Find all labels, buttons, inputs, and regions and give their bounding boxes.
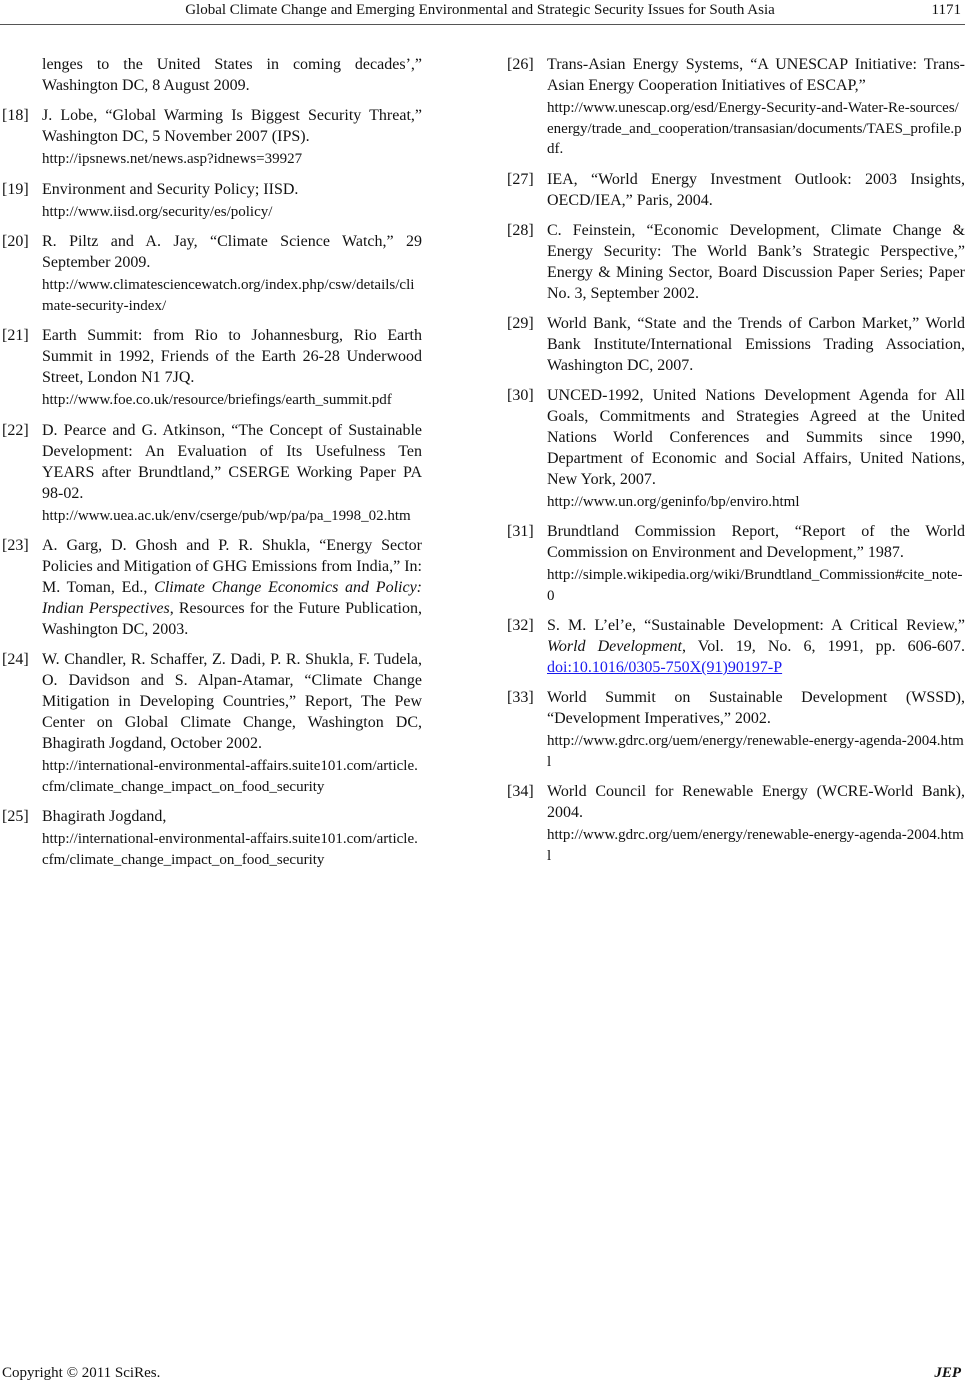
- doi-link[interactable]: doi:10.1016/0305-750X(91)90197-P: [547, 659, 783, 676]
- reference-text: World Council for Renewable Energy (WCRE-World Bank), 2004.: [547, 783, 965, 821]
- reference-text: D. Pearce and G. Atkinson, “The Concept of Sustainable Development: An Evaluation of Its Usefulness Ten YEARS after Brundtland,” CSERGE Working Paper PA 98-02.: [42, 421, 422, 502]
- reference-text: UNCED-1992, United Nations Development Agenda for All Goals, Commitments and Strategies Agreed at the United Nations World Conferences and Summits since 1990, Department of Economic and Social Affairs, United Nations, New York, 2007.: [547, 386, 965, 488]
- reference-number: [18]: [2, 107, 29, 124]
- reference-url[interactable]: http://www.unescap.org/esd/Energy-Security-and-Water-Re-sources/energy/trade_and_cooperation/transasian/documents/TAES_profile.pdf.: [547, 100, 962, 157]
- reference-url[interactable]: http://ipsnews.net/news.asp?idnews=39927: [42, 151, 303, 167]
- reference-url[interactable]: http://www.uea.ac.uk/env/cserge/pub/wp/pa/pa_1998_02.htm: [42, 507, 411, 524]
- reference-number: [22]: [2, 421, 29, 439]
- running-title: Global Climate Change and Emerging Environmental and Strategic Security Issues for South Asia: [185, 2, 775, 18]
- reference-text-part: S. M. L’el’e, “Sustainable Development: A Critical Review,”: [547, 617, 965, 634]
- reference-text: [42, 535, 422, 640]
- reference-number: [32]: [507, 617, 534, 634]
- reference-19: [2, 179, 422, 223]
- reference-28: [507, 220, 965, 304]
- reference-text: Earth Summit: from Rio to Johannesburg, Rio Earth Summit in 1992, Friends of the Earth 26-28 Underwood Street, London N1 7JQ.: [42, 327, 422, 386]
- reference-21: [2, 325, 422, 411]
- book-title: Climate Change Economics and Policy: Indian Perspectives: [42, 579, 422, 617]
- reference-text: IEA, “World Energy Investment Outlook: 2003 Insights, OECD/IEA,” Paris, 2004.: [547, 170, 965, 209]
- page-header: [0, 0, 965, 25]
- page-number: 1171: [931, 2, 961, 18]
- journal-title: World Development: [547, 638, 683, 655]
- reference-url[interactable]: http://www.gdrc.org/uem/energy/renewable-energy-agenda-2004.html: [547, 827, 964, 864]
- reference-text: Environment and Security Policy; IISD.: [42, 180, 299, 198]
- reference-26: [507, 54, 965, 160]
- reference-url[interactable]: http://www.gdrc.org/uem/energy/renewable-energy-agenda-2004.html: [547, 733, 964, 770]
- reference-number: [31]: [507, 523, 534, 540]
- reference-text-part: A. Garg, D. Ghosh and P. R. Shukla, “Energy Sector Policies and Mitigation of GHG Emissions from India,” In: M. Toman, Ed.,: [42, 537, 422, 596]
- reference-continuation: lenges to the United States in coming decades’,” Washington DC, 8 August 2009.: [42, 56, 422, 94]
- reference-text: Trans-Asian Energy Systems, “A UNESCAP Initiative: Trans-Asian Energy Cooperation Initiatives of ESCAP,”: [547, 56, 965, 94]
- reference-text: [547, 615, 965, 678]
- reference-url[interactable]: http://www.climatesciencewatch.org/index.php/csw/details/climate-security-index/: [42, 277, 415, 314]
- reference-23: [2, 535, 422, 640]
- reference-url[interactable]: http://international-environmental-affairs.suite101.com/article.cfm/climate_change_impact_on_food_security: [42, 831, 418, 868]
- reference-text-part: , Vol. 19, No. 6, 1991, pp. 606-607.: [682, 638, 965, 655]
- reference-text: World Summit on Sustainable Development (WSSD), “Development Imperatives,” 2002.: [547, 689, 965, 727]
- reference-27: [507, 169, 965, 211]
- reference-34: [507, 781, 965, 866]
- right-column: [507, 54, 965, 875]
- reference-url[interactable]: http://international-environmental-affairs.suite101.com/article.cfm/climate_change_impact_on_food_security: [42, 758, 418, 795]
- reference-text: World Bank, “State and the Trends of Carbon Market,” World Bank Institute/International Emissions Trading Association, Washington DC, 2007.: [547, 314, 965, 374]
- reference-number: [19]: [2, 180, 29, 198]
- reference-number: [30]: [507, 386, 534, 404]
- left-column: [2, 54, 422, 879]
- reference-number: [23]: [2, 537, 29, 554]
- reference-24: [2, 649, 422, 797]
- reference-22: [2, 420, 422, 527]
- reference-number: [21]: [2, 327, 29, 344]
- reference-text: C. Feinstein, “Economic Development, Climate Change & Energy Security: The World Bank’s Strategic Perspective,” Energy & Mining Sector, Board Discussion Paper Series; Paper No. 3, September 2002.: [547, 221, 965, 302]
- reference-33: [507, 687, 965, 772]
- reference-number: [25]: [2, 808, 29, 825]
- reference-number: [33]: [507, 689, 534, 706]
- reference-url[interactable]: http://simple.wikipedia.org/wiki/Brundtland_Commission#cite_note-0: [547, 567, 963, 604]
- journal-abbreviation: JEP: [934, 1365, 961, 1381]
- reference-number: [20]: [2, 233, 29, 250]
- reference-text: W. Chandler, R. Schaffer, Z. Dadi, P. R. Shukla, F. Tudela, O. Davidson and S. Alpan-Atamar, “Climate Change Mitigation in Developing Countries,” Report, The Pew Center on Global Climate Change, Washington DC, Bhagirath Jogdand, October 2002.: [42, 651, 422, 752]
- reference-number: [24]: [2, 651, 29, 668]
- reference-20: [2, 231, 422, 316]
- reference-number: [28]: [507, 221, 534, 239]
- reference-25: [2, 806, 422, 870]
- reference-number: [26]: [507, 56, 534, 73]
- copyright-notice: Copyright © 2011 SciRes.: [2, 1365, 161, 1381]
- reference-18: [2, 105, 422, 170]
- reference-number: [34]: [507, 783, 534, 800]
- reference-url[interactable]: http://www.un.org/geninfo/bp/enviro.html: [547, 493, 800, 510]
- reference-text-part: , Resources for the Future Publication, Washington DC, 2003.: [42, 600, 422, 638]
- reference-number: [29]: [507, 314, 534, 332]
- reference-number: [27]: [507, 170, 534, 188]
- reference-text: Brundtland Commission Report, “Report of the World Commission on Environment and Development,” 1987.: [547, 523, 965, 561]
- reference-30: [507, 385, 965, 513]
- reference-32: [507, 615, 965, 678]
- reference-29: [507, 313, 965, 376]
- reference-url[interactable]: http://www.iisd.org/security/es/policy/: [42, 203, 273, 220]
- reference-url[interactable]: http://www.foe.co.uk/resource/briefings/earth_summit.pdf: [42, 392, 392, 408]
- reference-text: R. Piltz and A. Jay, “Climate Science Watch,” 29 September 2009.: [42, 233, 422, 271]
- page-footer: [0, 1363, 965, 1385]
- reference-text: J. Lobe, “Global Warming Is Biggest Security Threat,” Washington DC, 5 November 2007 (IPS).: [42, 107, 422, 145]
- reference-text: Bhagirath Jogdand,: [42, 808, 167, 825]
- reference-31: [507, 521, 965, 606]
